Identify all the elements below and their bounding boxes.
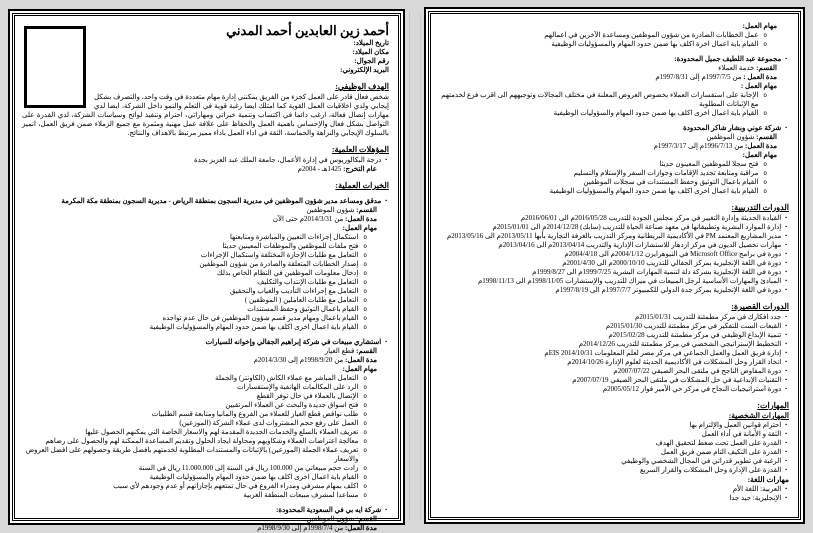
- experience-job-list: [438, 55, 789, 196]
- sub-bullet-icon: o: [763, 92, 767, 99]
- job-period: مدة العمل : من 1997/7/5م إلى 1997/8/31م: [655, 73, 777, 81]
- sub-bullet-icon: o: [363, 474, 367, 481]
- bullet-icon: ▪: [785, 459, 787, 464]
- short-course-item: ▪ القبعات الست للتفكير في مركز مطمئنة للتدريب 2015/01/30م: [605, 322, 787, 330]
- sub-bullet-icon: o: [363, 243, 367, 250]
- job-entry: [22, 197, 389, 332]
- personal-info-field: رقم الجوال:: [354, 57, 389, 65]
- job-period: مدة العمل: من 1998/7/4م إلى 1998/9/30م: [257, 524, 377, 532]
- bullet-icon: ▪: [785, 234, 787, 239]
- sub-bullet-icon: o: [363, 315, 367, 322]
- education-degree: درجة البكالوريوس في إدارة الأعمال، جامعة الملك عبد العزيز بجدة: [194, 156, 382, 164]
- bullet-icon: ▪: [385, 199, 387, 204]
- job-title-row: [438, 55, 787, 64]
- bullet-icon: ▪: [785, 496, 787, 501]
- sub-bullet-icon: o: [363, 429, 367, 436]
- personal-skill-item: ▪ القدرة على الإدارة وحل المشكلات والقرار السريع: [639, 466, 787, 474]
- training-course-item: ▪ دورة في اللغة الإنجليزية بمركز الجفالي للتدريب 2000/10/10م الى 2001/4/30م: [562, 259, 787, 267]
- job-title: شركة ايه بي في السعودية المحدودة:: [276, 506, 382, 514]
- job-task: o القيام باعمال ومهام مدير قسم شؤون الموظفين في حال عدم تواجده: [162, 314, 367, 322]
- sub-bullet-icon: o: [363, 261, 367, 268]
- job-task: o القيام باية اعمال اخرى اكلف بها ضمن حدود المهام والمسؤوليات الوظيفية: [149, 323, 367, 331]
- cv-page-2: [424, 7, 805, 524]
- bullet-icon: ▪: [785, 261, 787, 266]
- job-title: مجموعة عبد اللطيف جميل المحدودة:: [674, 55, 782, 63]
- job-title: مدقق ومساعد مدير شؤون الموظفين في مديرية السجون بمنطقة الرياض - مديرية السجون بمنطقة مكة المكرمة: [61, 197, 382, 205]
- sub-bullet-icon: o: [363, 384, 367, 391]
- job-title: شركة عوني وبشار شاكر المحدودة: [683, 124, 782, 132]
- bullet-icon: ▪: [785, 216, 787, 221]
- sub-bullet-icon: o: [763, 179, 767, 186]
- job-title: استشاري مبيعات في شركة إبراهيم الجفالي وإخوانه للسيارات: [205, 338, 382, 346]
- bullet-icon: ▪: [785, 369, 787, 374]
- short-course-list: [438, 313, 789, 394]
- job-tasks-label: مهام العمل :: [740, 82, 777, 90]
- job-task: o تعريف عملاء الجملة (الموزعين) بالإثباتات والمستندات المطلوبة لخدمتهم بافضل طريقة وحصولهم على افضل العروض والاسعار: [25, 446, 367, 463]
- personal-skill-item: ▪ احترام قوانين العمل والإلتزام بها: [689, 421, 787, 429]
- sub-bullet-icon: o: [363, 465, 367, 472]
- short-course-item: ▪ التقنيات الإبداعية في حل المشكلات في ملتقى البحر الصيفي 2007/07/19م: [572, 376, 787, 384]
- job-entry: [438, 55, 789, 118]
- personal-info-field: مكان الميلاد:: [352, 48, 389, 56]
- sub-bullet-icon: o: [763, 170, 767, 177]
- bullet-icon: ▪: [385, 340, 387, 345]
- job-tasks-label: مهام العمل:: [342, 224, 377, 232]
- page-1-border-frame: [12, 13, 401, 532]
- page-edge-shadow: [409, 12, 421, 520]
- job-department: القسم: شؤون الموظفين: [306, 515, 377, 523]
- sub-bullet-icon: o: [363, 375, 367, 382]
- objective-heading: الهدف الوظيفي:: [335, 82, 389, 91]
- job-task: o التعامل مع طلبات الإجازة المختلفة واستكمال الإجراءات: [200, 251, 367, 259]
- job-task: o طلب نواقص قطع الغيار للعملاء من الفروع والمانيا ومتابعة قسم الطلبيات: [151, 410, 367, 418]
- experience-heading: الخبرات العملية:: [335, 181, 389, 190]
- job-task: o زادت حجم مبيعاتي من 100.000 ريال في السنة إلى 11.000.000 ريال في السنة: [138, 464, 367, 472]
- training-course-list: [438, 214, 789, 295]
- language-skill-list: [438, 485, 789, 503]
- bullet-icon: ▪: [785, 441, 787, 446]
- sub-bullet-icon: o: [363, 324, 367, 331]
- bullet-icon: ▪: [785, 57, 787, 62]
- language-skill-item: ▪ الإنجليزية: جيد جدا: [729, 494, 787, 502]
- job-task: o معالجة اعتراضات العملاء وشكاويهم ومحاولة ايجاد الحلول وتقديم المساعدة الممكنة لهم والحصول على رضاهم: [45, 437, 367, 445]
- job-entry: [22, 506, 389, 533]
- sub-bullet-icon: o: [363, 297, 367, 304]
- short-course-item: ▪ اتخاذ القرار وحل المشكلات في الأكاديمية الحديثة لعلوم الإدارة 2014/10/26م: [567, 358, 787, 366]
- sub-bullet-icon: o: [363, 411, 367, 418]
- bullet-icon: ▪: [385, 158, 387, 163]
- bullet-icon: ▪: [785, 126, 787, 131]
- training-course-item: ▪ دورة في برامج Microsoft Office في النيوهرايزن 2004/1/12م الى 2004/4/18م: [564, 250, 787, 258]
- sub-bullet-icon: o: [363, 492, 367, 499]
- personal-skill-item: ▪ القدرة على العمل تحت ضغط لتحقيق الهدف: [655, 439, 787, 447]
- job-tasks-label: مهام العمل:: [342, 365, 377, 373]
- bullet-icon: ▪: [785, 360, 787, 365]
- language-skills-heading: مهارات اللغة:: [747, 475, 789, 484]
- personal-info-field: تاريخ الميلاد:: [353, 39, 389, 47]
- job-task: o مراقبة ومتابعة تجديد الإقامات وجوازات السفر والإستلام والتسليم: [573, 169, 767, 177]
- job-entry: [438, 124, 789, 196]
- sub-bullet-icon: o: [763, 110, 767, 117]
- bullet-icon: ▪: [785, 333, 787, 338]
- job-tasks-label: مهام العمل:: [742, 151, 777, 159]
- education-item: [22, 156, 387, 165]
- job-task: o التعامل مع طلبات العاملين ( الموظفين ): [244, 296, 367, 304]
- sub-bullet-icon: o: [363, 234, 367, 241]
- sub-bullet-icon: o: [363, 279, 367, 286]
- training-course-item: ▪ مدير المشاريع المعتمد PM في الأكاديمية البريطانية ومركز التدريب بالغرفة التجارية بأبها 2013/05/11م الى 2013/05/16م: [446, 232, 787, 240]
- job-task: o فتح اسواق جديدة والبحث عن العملاء المرتقبين: [225, 401, 367, 409]
- sub-bullet-icon: o: [763, 41, 767, 48]
- bullet-icon: ▪: [785, 270, 787, 275]
- bullet-icon: ▪: [785, 450, 787, 455]
- job-task: o استكمال إجراءات التعيين والمباشرة ومتابعتها: [229, 233, 367, 241]
- job-task: o التعامل مع طلبات الإنتداب والتكليف: [257, 278, 367, 286]
- job-task: o فتح سجلا للموظفين المعينون حديثا: [659, 160, 767, 168]
- bullet-icon: ▪: [785, 351, 787, 356]
- job-task: o التعامل المباشر مع عملاء الكاش (الكاونتر) والجملة: [215, 374, 367, 382]
- job-task: o فتح ملفات للموظفين والموظفات المعينين حديثا: [222, 242, 367, 250]
- short-courses-heading: الدورات القصيرة:: [731, 302, 789, 311]
- bullet-icon: ▪: [785, 342, 787, 347]
- education-heading: المؤهلات العلمية:: [331, 145, 389, 154]
- job-task: o الإتصال بالعملاء في حال توفر القطع: [256, 392, 367, 400]
- training-course-item: ▪ المبادئ والمهارات الأساسية لرجل المبيعات في ميراك للتدريب والإستشارات 1998/11/05م الى 1998/11/13م: [477, 277, 787, 285]
- personal-skill-item: ▪ الرغبة في تطوير قدراتي في المجال الشخصي والوظيفي: [621, 457, 787, 465]
- job-task: o العمل على رفع حجم المشتروات لدى عملاء الشركة (الموزعين): [179, 419, 367, 427]
- job-task-list: [438, 31, 789, 49]
- job-department: القسم: شؤون الموظفين: [306, 206, 377, 214]
- job-period: مدة العمل: من 1996/7/13م إلى 1997/3/17م: [653, 142, 777, 150]
- bullet-icon: ▪: [785, 324, 787, 329]
- training-heading: الدورات التدريبية:: [731, 203, 789, 212]
- bullet-icon: ▪: [785, 432, 787, 437]
- bullet-icon: ▪: [785, 387, 787, 392]
- job-task: o تعريف العملاء بالسلع والخدمات الجديدة المقدمة لهم والاسعار الخاصة التي يمكنهم الحصول عليها: [85, 428, 367, 436]
- sub-bullet-icon: o: [763, 188, 767, 195]
- sub-bullet-icon: o: [363, 420, 367, 427]
- job-task: o إصدار الخطابات المتعلقة والصادرة من شؤون الموظفين: [199, 260, 367, 268]
- short-course-item: ▪ جدد افكارك في مركز مطمئنة للتدريب 2015/01/31م: [634, 313, 787, 321]
- job-task: o الرد على المكالمات الهاتفية والإستفسارات: [237, 383, 367, 391]
- job-period: مدة العمل: من 2014/3/31م حتى الآن: [272, 215, 377, 223]
- training-course-item: ▪ مهارات تحصيل الديون في مركز ازدهار للاستشارات الإدارية والتدريب 2013/04/14م الى 2013/04/16م: [498, 241, 787, 249]
- bullet-icon: ▪: [785, 252, 787, 257]
- job-task: o التعامل مع إجراءات التأديب والغياب والتحقيق: [229, 287, 367, 295]
- job-task-list: [438, 91, 789, 118]
- bullet-icon: ▪: [785, 279, 787, 284]
- sub-bullet-icon: o: [363, 447, 367, 454]
- skills-heading: المهارات:: [757, 401, 789, 410]
- job-period: مدة العمل: من 1998/9/20م إلى 2014/3/30م: [253, 356, 377, 364]
- short-course-item: ▪ التخطيط الإستراتيجي الشخصي في مركز مطمئنة للتدريب 2014/12/26م: [578, 340, 787, 348]
- short-course-item: ▪ إدارة فريق العمل والعمل الجماعي في مركز مصر لعلم المعلومات EIS 2014/10/31م: [544, 349, 787, 357]
- job-task-list: [438, 160, 789, 196]
- job-task: o القيام باية اعمال اخرى اكلف بها ضمن حدود المهام والسؤوليات الوظيفية: [553, 109, 767, 117]
- bullet-icon: ▪: [785, 423, 787, 428]
- training-course-item: ▪ دورة في اللغة الإنجليزية بشركة دلة لتنمية المهارات البشرية 1999/7/25م الى 1999/8/27م: [532, 268, 787, 276]
- job-task: o إدخال معلومات الموظفين في النظام الخاص بذلك: [217, 269, 367, 277]
- sub-bullet-icon: o: [363, 393, 367, 400]
- sub-bullet-icon: o: [363, 438, 367, 445]
- bullet-icon: ▪: [785, 288, 787, 293]
- training-course-item: ▪ إدارة الموارد البشرية وتطبيقاتها في معهد صناعة الحياة للتدريب (سابك) 2014/12/28م الى 2015/01/01م: [492, 223, 787, 231]
- sub-bullet-icon: o: [763, 32, 767, 39]
- sub-bullet-icon: o: [363, 483, 367, 490]
- personal-skills-heading: المهارات الشخصية:: [728, 411, 789, 420]
- job-department: القسم: قطع الغيار: [324, 347, 377, 355]
- bullet-icon: ▪: [785, 378, 787, 383]
- sub-bullet-icon: o: [363, 306, 367, 313]
- job-task: o القيام باعمال التوثيق وحفظ المستندات: [247, 305, 367, 313]
- page-1-content: [14, 15, 399, 532]
- training-course-item: ▪ دورة في اللغة الإنجليزية بمركز جدة الدولي للكمبيوتر 1997/7/7م الى 1997/8/19م: [555, 286, 787, 294]
- experience-job-list: [22, 197, 389, 533]
- page-2-border-frame: [428, 11, 801, 520]
- short-course-item: ▪ دورة المفاوض الناجح في ملتقى البحر الصيفي 2007/07/22م: [613, 367, 787, 375]
- bullet-icon: ▪: [385, 508, 387, 513]
- job-task: o القيام باعمال التوثيق وحفظ المستندات في سجلات الموظفين: [583, 178, 767, 186]
- job-title-row: [22, 197, 387, 206]
- short-course-item: ▪ تنمية الإبداع الوظيفي في مركز مطمئنة للتدريب 2015/02/28م: [608, 331, 787, 339]
- job-task-list: [22, 374, 389, 500]
- job-task: o القيام باية اعمال اخرة اكلف بها ضمن حدود المهام والمسؤوليات الوظيفية: [551, 40, 767, 48]
- job-department: القسم: شؤون الموظفين: [706, 133, 777, 141]
- graduation-year: عام التخرج: 1425هـ - 2004م: [297, 165, 377, 173]
- short-course-item: ▪ دورة استراتيجيات النجاح في مركز حي الأمير فواز 2005/05/12م: [602, 385, 787, 393]
- person-name: أحمد زين العابدين أحمد المدني: [226, 23, 389, 38]
- bullet-icon: ▪: [785, 225, 787, 230]
- job-task: o الإجابة على استفسارات العملاء بخصوص العروض المعلنة في مختلف المجالات وتوجيههم الى اقرب فرع لخدمتهم مع الإثباتات المطلوبة: [441, 91, 767, 108]
- objective-text: شخص فعال قادر على العمل كجزء من الفريق يمكنني إدارة مهام متعددة في وقت واحد، والتصرف بشكل إيجابي ولدي اخلاقيات العمل القوية كما امتلك ايضا رغبة قوية في التعلم والنمو داخل الشركة، ايضا لدي مهارات إتصال فعالة، ارغب دائما في اكتساب وتنمية خبراتي ومهاراتي، احترام وتنفيذ لوائح وسياسات الشركة، لدي القدرة على التواصل بشكل فعال والإحساس باهمية العمل والحفاظ على علاقة عمل مهنية ومثمرة مع جميع الزملاء ضمن فريق العمل، اتميز بالسلوك الإيجابي والنزاهة والحماسة، الثقة في اداء العمل باداء مميز مرتبط بالاهداف والنتائج.: [22, 93, 389, 137]
- job-task: o القيام باية اعمال اخرى اكلف بها ضمن حدود المهام والمسؤوليات الوظيفية: [549, 187, 767, 195]
- sub-bullet-icon: o: [363, 288, 367, 295]
- job-title-row: [438, 124, 787, 133]
- job-task-list: [22, 233, 389, 332]
- training-course-item: ▪ القيادة الحديثة وإدارة التغيير في مركز مجلس الجودة للتدريب 2016/05/28م الى 2016/06/01م: [520, 214, 787, 222]
- bullet-icon: ▪: [785, 243, 787, 248]
- bullet-icon: ▪: [785, 487, 787, 492]
- tasks-continuation: [438, 22, 789, 49]
- personal-skill-item: ▪ الثقة و الأمانة في أداء العمل: [701, 430, 787, 438]
- job-task: o مساعدا لمشرف مبيعات المنطقة الغربية: [243, 491, 367, 499]
- job-title-row: [22, 506, 387, 515]
- photo-placeholder: [24, 26, 86, 108]
- cv-page-1: [8, 9, 405, 532]
- personal-skill-item: ▪ القدرة على التكيف التام ضمن فريق العمل: [660, 448, 787, 456]
- personal-skill-list: [438, 421, 789, 475]
- page-2-content: [430, 13, 799, 518]
- sub-bullet-icon: o: [363, 402, 367, 409]
- job-task: o عمل الخطابات الصادرة من شؤون الموظفين ومساعدة الآخرين في اعمالهم: [544, 31, 767, 39]
- language-skill-item: ▪ العربية: اللغة الأم: [732, 485, 787, 493]
- sub-bullet-icon: o: [363, 252, 367, 259]
- job-title-row: [22, 338, 387, 347]
- personal-info-field: البريد الإلكتروني:: [340, 66, 389, 74]
- sub-bullet-icon: o: [763, 161, 767, 168]
- job-task: o القيام باية اعمال اخرى اكلف بها ضمن حدود المهام والمسؤوليات الوظيفية: [149, 473, 367, 481]
- sub-bullet-icon: o: [363, 270, 367, 277]
- bullet-icon: ▪: [785, 468, 787, 473]
- job-task: o اكلف بمهام مشرفي ومدراء الفروع في حال تمتعهم بإجازاتهم أو عدم وجودهم لأي سبب: [113, 482, 367, 490]
- job-entry: [22, 338, 389, 500]
- job-tasks-label: مهام العمل:: [742, 22, 777, 30]
- bullet-icon: ▪: [785, 315, 787, 320]
- job-department: القسم: خدمة العملاء: [718, 64, 777, 72]
